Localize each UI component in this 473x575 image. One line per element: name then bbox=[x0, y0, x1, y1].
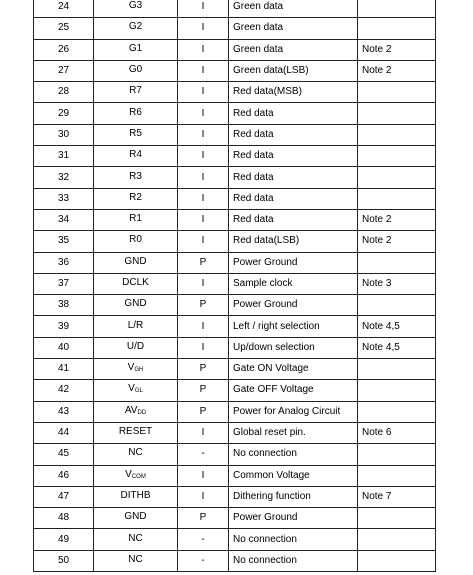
pin-symbol bbox=[94, 316, 178, 337]
pin-description: Left / right selection bbox=[229, 316, 358, 337]
pin-symbol bbox=[94, 486, 178, 507]
pin-row bbox=[34, 188, 436, 209]
pin-remark bbox=[358, 252, 436, 273]
pin-number: 50 bbox=[34, 550, 94, 571]
pin-row bbox=[34, 380, 436, 401]
pin-io-type: - bbox=[178, 444, 229, 465]
pin-symbol-main: R7 bbox=[129, 85, 142, 97]
pin-symbol-main: NC bbox=[128, 553, 143, 565]
pin-symbol-main: G1 bbox=[128, 42, 143, 54]
pin-symbol bbox=[94, 337, 178, 358]
pin-description: Up/down selection bbox=[229, 337, 358, 358]
pin-io-type: P bbox=[178, 401, 229, 422]
pin-number: 27 bbox=[34, 60, 94, 81]
pin-row bbox=[34, 444, 436, 465]
pin-description: No connection bbox=[229, 444, 358, 465]
pin-symbol-main: GND bbox=[124, 511, 147, 523]
pin-row bbox=[34, 529, 436, 550]
pin-number: 40 bbox=[34, 337, 94, 358]
pin-symbol-main: U/D bbox=[126, 340, 145, 352]
pin-number: 48 bbox=[34, 508, 94, 529]
pin-row bbox=[34, 231, 436, 252]
pin-symbol bbox=[94, 529, 178, 550]
pin-symbol bbox=[94, 508, 178, 529]
pin-io-type: I bbox=[178, 188, 229, 209]
pin-symbol-main: G3 bbox=[128, 0, 143, 12]
pin-symbol-subscript: GL bbox=[134, 388, 143, 395]
pin-description: Green data bbox=[229, 18, 358, 39]
pin-description: Red data bbox=[229, 188, 358, 209]
pin-description: Red data(MSB) bbox=[229, 82, 358, 103]
pin-symbol bbox=[94, 60, 178, 81]
pin-number: 28 bbox=[34, 82, 94, 103]
pin-symbol bbox=[94, 103, 178, 124]
pin-remark bbox=[358, 124, 436, 145]
pin-row bbox=[34, 295, 436, 316]
pin-description: Red data bbox=[229, 167, 358, 188]
pin-symbol bbox=[94, 146, 178, 167]
pin-row bbox=[34, 124, 436, 145]
pin-description: Red data bbox=[229, 146, 358, 167]
pin-io-type: - bbox=[178, 550, 229, 571]
pin-number: 37 bbox=[34, 273, 94, 294]
pin-symbol-subscript: COM bbox=[131, 473, 146, 480]
pin-io-type: P bbox=[178, 295, 229, 316]
pin-io-type: I bbox=[178, 124, 229, 145]
pin-symbol bbox=[94, 231, 178, 252]
pin-remark: Note 6 bbox=[358, 422, 436, 443]
pin-io-type: I bbox=[178, 422, 229, 443]
pin-remark bbox=[358, 550, 436, 571]
pin-io-type: P bbox=[178, 380, 229, 401]
pin-number: 41 bbox=[34, 359, 94, 380]
pin-remark: Note 4,5 bbox=[358, 316, 436, 337]
pin-remark: Note 7 bbox=[358, 486, 436, 507]
pin-symbol-main: NC bbox=[128, 532, 143, 544]
pin-number: 24 bbox=[34, 0, 94, 18]
pin-io-type: I bbox=[178, 486, 229, 507]
pin-description: Power Ground bbox=[229, 252, 358, 273]
pin-row bbox=[34, 465, 436, 486]
pin-symbol-main: DCLK bbox=[122, 277, 149, 288]
pin-remark: Note 2 bbox=[358, 39, 436, 60]
pin-description: Common Voltage bbox=[229, 465, 358, 486]
pin-symbol bbox=[94, 82, 178, 103]
pin-io-type: I bbox=[178, 82, 229, 103]
pin-description: Green data bbox=[229, 0, 358, 18]
pin-remark bbox=[358, 465, 436, 486]
pin-row bbox=[34, 273, 436, 294]
pin-description: Red data bbox=[229, 124, 358, 145]
pin-symbol-main: R1 bbox=[129, 213, 142, 225]
pin-remark bbox=[358, 103, 436, 124]
pin-symbol-main: G0 bbox=[128, 64, 143, 76]
pin-symbol bbox=[94, 252, 178, 273]
pin-number: 46 bbox=[34, 465, 94, 486]
pin-number: 26 bbox=[34, 39, 94, 60]
pin-row bbox=[34, 209, 436, 230]
pin-row bbox=[34, 359, 436, 380]
pin-remark bbox=[358, 188, 436, 209]
pin-remark: Note 2 bbox=[358, 231, 436, 252]
pin-symbol bbox=[94, 295, 178, 316]
pin-remark bbox=[358, 529, 436, 550]
pin-number: 42 bbox=[34, 380, 94, 401]
pin-io-type: I bbox=[178, 273, 229, 294]
pin-description: Dithering function bbox=[229, 486, 358, 507]
pin-io-type: I bbox=[178, 209, 229, 230]
pin-number: 36 bbox=[34, 252, 94, 273]
pin-remark bbox=[358, 401, 436, 422]
pin-description: Green data bbox=[229, 39, 358, 60]
pin-row bbox=[34, 252, 436, 273]
pin-row bbox=[34, 337, 436, 358]
pin-remark bbox=[358, 167, 436, 188]
pin-number: 29 bbox=[34, 103, 94, 124]
pin-description: Gate OFF Voltage bbox=[229, 380, 358, 401]
pin-io-type: I bbox=[178, 103, 229, 124]
pin-remark bbox=[358, 295, 436, 316]
pin-row bbox=[34, 39, 436, 60]
pin-symbol-main: R0 bbox=[129, 234, 142, 246]
pin-number: 30 bbox=[34, 124, 94, 145]
pin-row bbox=[34, 60, 436, 81]
pin-symbol bbox=[94, 167, 178, 188]
pin-io-type: I bbox=[178, 0, 229, 18]
pin-symbol-subscript: DD bbox=[137, 409, 147, 416]
pin-remark bbox=[358, 146, 436, 167]
pin-symbol-main: GND bbox=[124, 255, 147, 267]
pin-remark bbox=[358, 444, 436, 465]
pin-description: No connection bbox=[229, 529, 358, 550]
pin-symbol-main: GND bbox=[124, 298, 147, 310]
pin-row bbox=[34, 18, 436, 39]
pin-symbol-main: RESET bbox=[118, 426, 153, 438]
pin-number: 34 bbox=[34, 209, 94, 230]
pin-remark: Note 2 bbox=[358, 60, 436, 81]
pin-symbol bbox=[94, 380, 178, 401]
pin-row bbox=[34, 82, 436, 103]
pin-symbol bbox=[94, 0, 178, 18]
pin-number: 45 bbox=[34, 444, 94, 465]
pin-io-type: I bbox=[178, 167, 229, 188]
pin-remark: Note 3 bbox=[358, 273, 436, 294]
pin-symbol-main: R3 bbox=[129, 170, 142, 182]
pin-symbol bbox=[94, 209, 178, 230]
pin-remark bbox=[358, 82, 436, 103]
pin-symbol-main: V bbox=[128, 383, 135, 395]
pin-description: Global reset pin. bbox=[229, 422, 358, 443]
pin-number: 33 bbox=[34, 188, 94, 209]
pin-io-type: P bbox=[178, 252, 229, 273]
pin-number: 32 bbox=[34, 167, 94, 188]
pin-number: 25 bbox=[34, 18, 94, 39]
pin-io-type: I bbox=[178, 231, 229, 252]
pin-remark: Note 2 bbox=[358, 209, 436, 230]
pin-symbol-main: NC bbox=[128, 447, 143, 459]
pin-symbol bbox=[94, 273, 178, 294]
pin-symbol-main: R6 bbox=[129, 106, 142, 118]
pin-description: Power Ground bbox=[229, 508, 358, 529]
pin-row bbox=[34, 167, 436, 188]
pin-io-type: I bbox=[178, 18, 229, 39]
pin-assignment-table bbox=[33, 0, 436, 572]
pin-description: Red data bbox=[229, 209, 358, 230]
pin-symbol bbox=[94, 188, 178, 209]
pin-remark: Note 4,5 bbox=[358, 337, 436, 358]
pin-number: 38 bbox=[34, 295, 94, 316]
pin-symbol-main: G2 bbox=[128, 21, 143, 33]
pin-number: 43 bbox=[34, 401, 94, 422]
pin-row bbox=[34, 401, 436, 422]
pin-symbol-subscript: GH bbox=[134, 367, 144, 374]
pin-io-type: P bbox=[178, 359, 229, 380]
pin-symbol bbox=[94, 550, 178, 571]
pin-description: Power Ground bbox=[229, 295, 358, 316]
pin-description: Red data(LSB) bbox=[229, 231, 358, 252]
pin-io-type: I bbox=[178, 60, 229, 81]
pin-description: No connection bbox=[229, 550, 358, 571]
pin-symbol bbox=[94, 401, 178, 422]
pin-io-type: I bbox=[178, 337, 229, 358]
pin-row bbox=[34, 103, 436, 124]
pin-symbol bbox=[94, 124, 178, 145]
pin-io-type: I bbox=[178, 146, 229, 167]
pin-description: Sample clock bbox=[229, 273, 358, 294]
pin-row bbox=[34, 550, 436, 571]
pin-symbol bbox=[94, 359, 178, 380]
pin-symbol bbox=[94, 444, 178, 465]
pin-symbol-main: L/R bbox=[127, 319, 144, 331]
pin-symbol bbox=[94, 422, 178, 443]
pin-row bbox=[34, 0, 436, 18]
pin-number: 31 bbox=[34, 146, 94, 167]
pin-symbol bbox=[94, 39, 178, 60]
pin-description: Power for Analog Circuit bbox=[229, 401, 358, 422]
pin-description: Gate ON Voltage bbox=[229, 359, 358, 380]
pin-remark bbox=[358, 359, 436, 380]
pin-symbol-main: R2 bbox=[129, 191, 142, 203]
pin-remark bbox=[358, 380, 436, 401]
pin-symbol bbox=[94, 465, 178, 486]
pin-row bbox=[34, 422, 436, 443]
pin-number: 44 bbox=[34, 422, 94, 443]
pin-number: 39 bbox=[34, 316, 94, 337]
pin-symbol-main: V bbox=[127, 362, 135, 374]
pin-remark bbox=[358, 0, 436, 18]
pin-number: 47 bbox=[34, 486, 94, 507]
pin-io-type: P bbox=[178, 508, 229, 529]
pin-description: Green data(LSB) bbox=[229, 60, 358, 81]
pin-io-type: I bbox=[178, 316, 229, 337]
pin-row bbox=[34, 146, 436, 167]
pin-io-type: I bbox=[178, 39, 229, 60]
pin-description: Red data bbox=[229, 103, 358, 124]
pin-symbol-main: AV bbox=[124, 404, 138, 416]
pin-remark bbox=[358, 508, 436, 529]
pin-row bbox=[34, 316, 436, 337]
pin-table-body bbox=[34, 0, 436, 572]
pin-io-type: I bbox=[178, 465, 229, 486]
pin-symbol bbox=[94, 18, 178, 39]
pin-symbol-main: V bbox=[125, 468, 132, 480]
pin-number: 49 bbox=[34, 529, 94, 550]
pin-symbol-main: R5 bbox=[129, 127, 142, 139]
pin-number: 35 bbox=[34, 231, 94, 252]
pin-symbol-main: DITHB bbox=[120, 489, 151, 501]
pin-row bbox=[34, 508, 436, 529]
pin-row bbox=[34, 486, 436, 507]
pin-symbol-main: R4 bbox=[129, 149, 142, 161]
pin-remark bbox=[358, 18, 436, 39]
pin-io-type: - bbox=[178, 529, 229, 550]
